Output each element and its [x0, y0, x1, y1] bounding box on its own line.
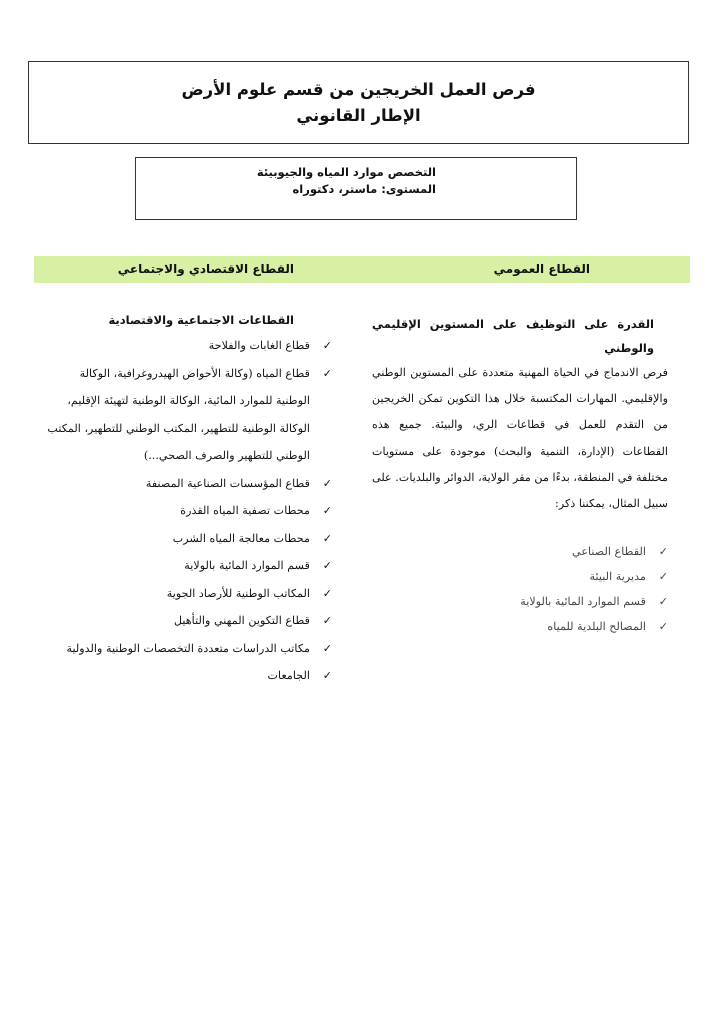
- check-icon: ✓: [322, 476, 332, 490]
- check-icon: ✓: [322, 614, 332, 627]
- list-item: ✓ محطات معالجة المياه الشرب: [44, 525, 334, 553]
- list-item: ✓ المصالح البلدية للمياه: [372, 614, 646, 639]
- economic-sector-column: [44, 308, 334, 690]
- economic-subtitle: القطاعات الاجتماعية والاقتصادية: [108, 313, 294, 327]
- public-sector-heading: القطاع العمومي: [493, 262, 590, 276]
- list-item: ✓ مديرية البيئة: [372, 564, 646, 589]
- page-title: فرص العمل الخريجين من قسم علوم الأرض: [181, 79, 536, 99]
- page-subtitle: الإطار القانوني: [296, 105, 421, 125]
- economic-list: [44, 332, 334, 690]
- check-icon: ✓: [322, 586, 332, 600]
- list-item: ✓ قسم الموارد المائية بالولاية: [44, 552, 334, 580]
- check-icon: ✓: [658, 570, 668, 584]
- public-paragraph: فرص الاندماج في الحياة المهنية متعددة على المستوين الوطني والإقليمي. المهارات المكتسبة خلال هذا التكوين تمكن الخريجين من التقدم للعمل في قطاعات الري، والبيئة. جميع هذه القطاعات (الإدارة، التنمية والبحث) موجودة على مستويات مختلفة في المنطقة، بدءًا من مقر الولاية، الدوائر والبلديات. على سبيل المثال، يمكننا ذكر:: [372, 366, 668, 511]
- title-box: [28, 61, 689, 144]
- check-icon: ✓: [322, 366, 332, 380]
- check-icon: ✓: [322, 339, 332, 352]
- list-item: ✓ المكاتب الوطنية للأرصاد الجوية: [44, 580, 334, 608]
- public-list: [372, 539, 668, 639]
- check-icon: ✓: [658, 595, 668, 609]
- list-item: ✓ الجامعات: [44, 662, 334, 690]
- check-icon: ✓: [322, 669, 332, 682]
- check-icon: ✓: [658, 620, 668, 634]
- sector-header-bar: [34, 256, 690, 283]
- check-icon: ✓: [322, 504, 332, 517]
- check-icon: ✓: [322, 641, 332, 655]
- specialty-box: [135, 157, 577, 220]
- list-item: ✓ قطاع المؤسسات الصناعية المصنفة: [44, 470, 334, 498]
- list-item: ✓ قطاع المياه (وكالة الأحواض الهيدروغرافية، الوكالة الوطنية للموارد المائية، الوكالة الوطنية لتهيئة الإقليم، الوكالة الوطنية للتطهير، المكتب الوطني للتطهير، المكتب الوطني للتطهير والصرف الصحي...): [44, 360, 334, 470]
- check-icon: ✓: [658, 545, 668, 559]
- list-item: ✓ قسم الموارد المائية بالولاية: [372, 589, 646, 614]
- list-item: ✓ قطاع الغابات والفلاحة: [44, 332, 334, 360]
- specialty-name: التخصص موارد المياه والجيوبيئة: [256, 165, 436, 179]
- public-sector-column: [372, 312, 668, 639]
- economic-sector-heading: القطاع الاقتصادي والاجتماعي: [117, 262, 294, 276]
- public-subtitle: القدرة على التوظيف على المستوين الإقليمي والوطني: [372, 317, 654, 355]
- list-item: ✓ قطاع التكوين المهني والتأهيل: [44, 607, 334, 635]
- list-item: ✓ القطاع الصناعي: [372, 539, 646, 564]
- list-item: ✓ محطات تصفية المياه القذرة: [44, 497, 334, 525]
- specialty-level: المستوى: ماستر، دكتوراه: [292, 182, 436, 196]
- check-icon: ✓: [322, 559, 332, 572]
- check-icon: ✓: [322, 531, 332, 545]
- list-item: ✓ مكاتب الدراسات متعددة التخصصات الوطنية والدولية: [44, 635, 334, 663]
